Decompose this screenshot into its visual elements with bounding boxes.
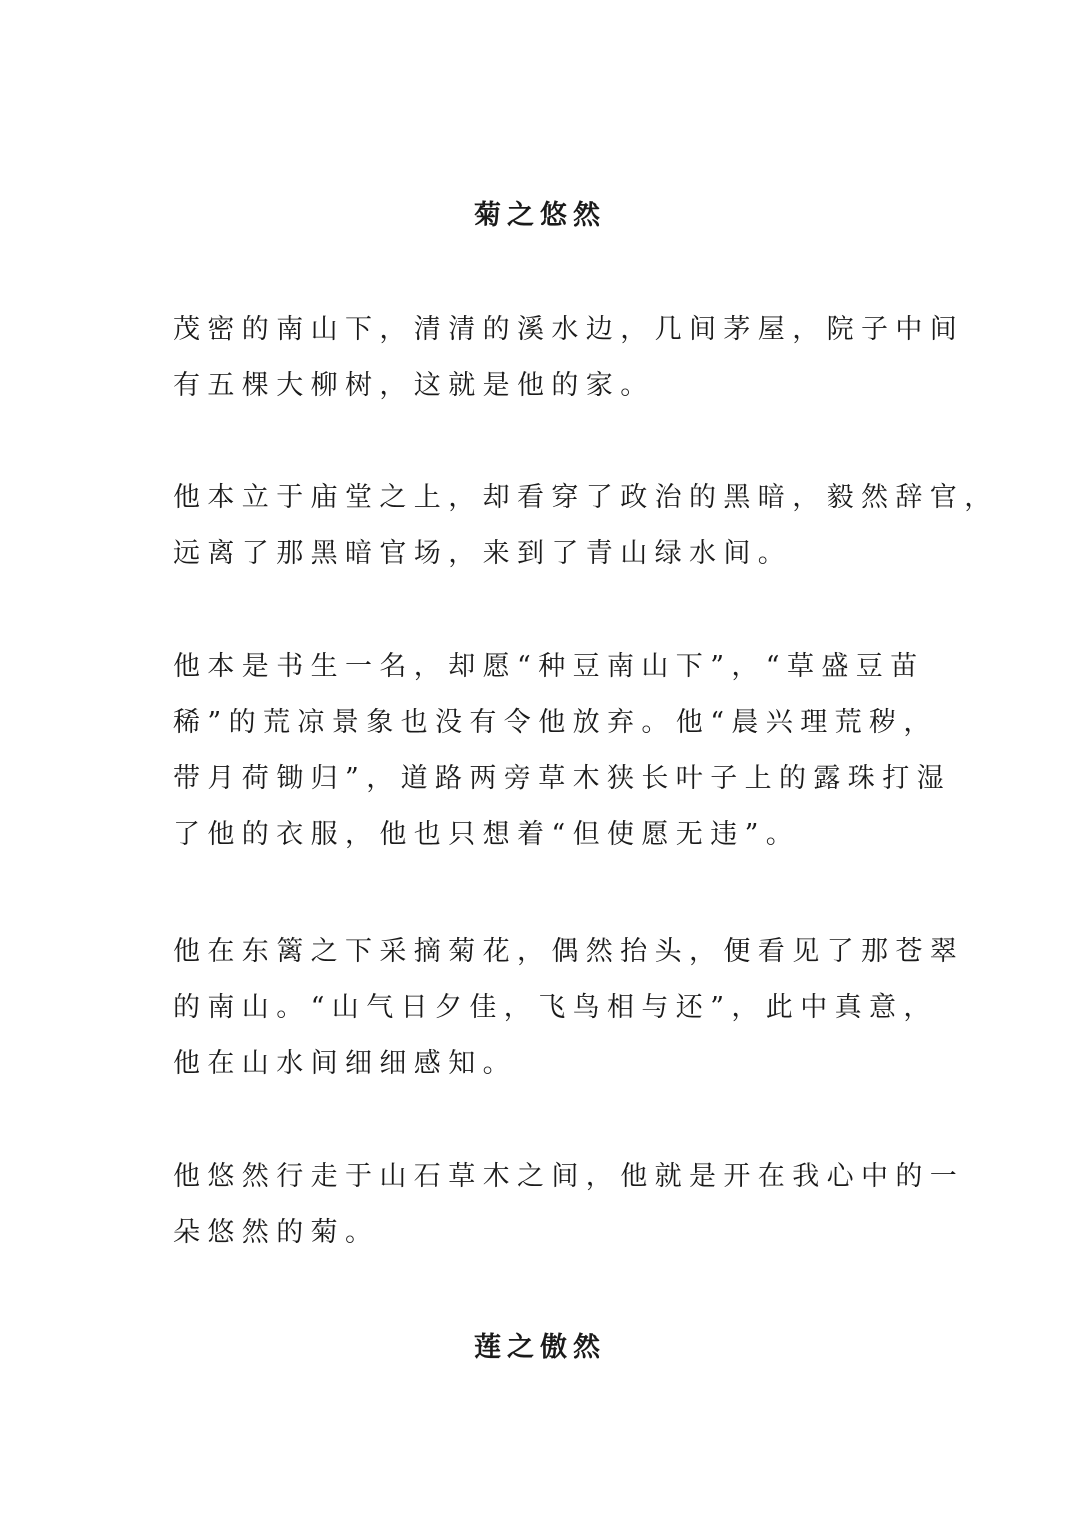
paragraph-line: 他本是书生一名，却愿“种豆南山下”，“草盛豆苗: [173, 651, 925, 682]
paragraph-line: 他在山水间细细感知。: [173, 1048, 517, 1079]
paragraph-line: 有五棵大柳树，这就是他的家。: [173, 370, 655, 401]
paragraph-1: [173, 302, 965, 414]
paragraph-5: [173, 1149, 965, 1261]
paragraph-line: 他在东篱之下采摘菊花，偶然抬头，便看见了那苍翠: [173, 936, 965, 967]
paragraph-line: 朵悠然的菊。: [173, 1217, 380, 1248]
section-title-ju: 菊之悠然: [474, 200, 606, 231]
paragraph-line: 茂密的南山下，清清的溪水边，几间茅屋，院子中间: [173, 314, 965, 345]
paragraph-3: [173, 639, 952, 863]
paragraph-line: 稀”的荒凉景象也没有令他放弃。他“晨兴理荒秽，: [173, 707, 938, 738]
paragraph-line: 了他的衣服，他也只想着“但使愿无违”。: [173, 819, 801, 850]
paragraph-2: [173, 470, 999, 582]
section-title-lian: 莲之傲然: [474, 1332, 606, 1363]
paragraph-line: 他悠然行走于山石草木之间，他就是开在我心中的一: [173, 1161, 965, 1192]
paragraph-line: 带月荷锄归”，道路两旁草木狭长叶子上的露珠打湿: [173, 763, 952, 794]
paragraph-line: 他本立于庙堂之上，却看穿了政治的黑暗，毅然辞官，: [173, 482, 999, 513]
paragraph-4: [173, 924, 965, 1092]
paragraph-line: 的南山。“山气日夕佳，飞鸟相与还”，此中真意，: [173, 992, 938, 1023]
paragraph-line: 远离了那黑暗官场，来到了青山绿水间。: [173, 538, 793, 569]
